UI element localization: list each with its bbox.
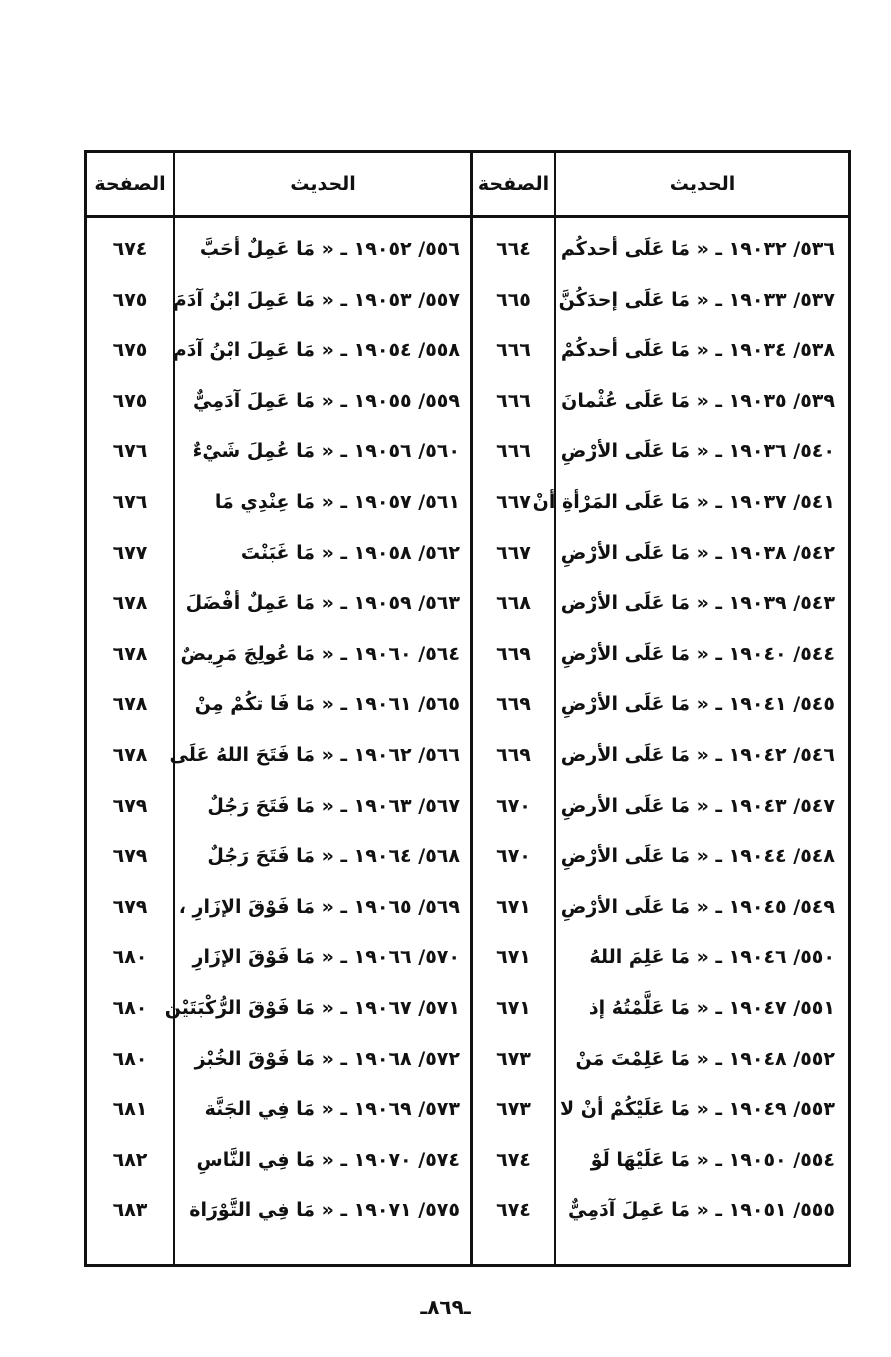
hadith-entry: ٥٦٠/ ١٩٠٥٦ ـ « مَا عُمِلَ شَيْءٌ: [192, 440, 460, 463]
page-number-cell: ٦٦٦: [496, 440, 531, 463]
hadith-entry: ٥٤١/ ١٩٠٣٧ ـ « مَا عَلَى المَرْأةِ أنْ: [532, 491, 835, 513]
page-number-cell: ٦٨٠: [112, 946, 148, 969]
hadith-entry: ٥٤٦/ ١٩٠٤٢ ـ « مَا عَلَى الأرض: [560, 744, 835, 766]
header-page-left: الصفحة: [94, 173, 166, 195]
page-number-cell: ٦٦٨: [496, 592, 531, 615]
page-number-cell: ٦٦٦: [496, 389, 531, 412]
hadith-entry: ٥٦٩/ ١٩٠٦٥ ـ « مَا فَوْقَ الإزَارِ ،: [178, 895, 460, 918]
page-number-cell: ٦٧١: [496, 946, 531, 969]
hadith-entry: ٥٥٧/ ١٩٠٥٣ ـ « مَا عَمِلَ ابْنُ آدَمَ: [172, 288, 460, 311]
page-number-cell: ٦٧٥: [112, 288, 148, 311]
page-number-cell: ٦٦٩: [496, 642, 531, 665]
column-divider-left-page: [173, 153, 175, 1264]
hadith-entry: ٥٥٣/ ١٩٠٤٩ ـ « مَا عَلَيْكُمْ أنْ لا: [559, 1098, 835, 1121]
hadith-entry: ٥٥٨/ ١٩٠٥٤ ـ « مَا عَمِلَ ابْنُ آدَم: [172, 339, 460, 362]
page-number-cell: ٦٧٨: [112, 693, 148, 716]
header-hadith-right: الحديث: [669, 173, 736, 195]
page-number-cell: ٦٧٥: [112, 389, 148, 412]
page-number-cell: ٦٧٧: [112, 541, 148, 564]
page-number-cell: ٦٧٨: [112, 642, 148, 665]
hadith-entry: ٥٧٤/ ١٩٠٧٠ ـ « مَا فِي النَّاسِ: [196, 1148, 460, 1171]
hadith-entry: ٥٧٥/ ١٩٠٧١ ـ « مَا فِي التَّوْرَاة: [189, 1199, 460, 1222]
hadith-entry: ٥٧٢/ ١٩٠٦٨ ـ « مَا فَوْقَ الخُبْز: [194, 1047, 460, 1070]
hadith-entry: ٥٣٩/ ١٩٠٣٥ ـ « مَا عَلَى عُثْمانَ: [561, 389, 835, 412]
hadith-entry: ٥٥١/ ١٩٠٤٧ ـ « مَا عَلَّمْتُهُ إذ: [588, 997, 835, 1019]
hadith-entry: ٥٤٩/ ١٩٠٤٥ ـ « مَا عَلَى الأرْضِ: [560, 895, 835, 918]
hadith-entry: ٥٦٦/ ١٩٠٦٢ ـ « مَا فَتَحَ اللهُ عَلَى: [169, 744, 460, 766]
page-number-cell: ٦٧٠: [496, 794, 531, 817]
hadith-entry: ٥٦٥/ ١٩٠٦١ ـ « مَا فَا تكُمْ مِنْ: [194, 693, 460, 716]
hadith-entry: ٥٥٩/ ١٩٠٥٥ ـ « مَا عَمِلَ آدَمِيٌّ: [192, 389, 460, 412]
page-number-cell: ٦٧١: [496, 997, 531, 1019]
hadith-entry: ٥٧٣/ ١٩٠٦٩ ـ « مَا فِي الجَنَّة: [204, 1098, 460, 1121]
page-number-cell: ٦٦٤: [496, 238, 531, 260]
page-number-cell: ٦٧٩: [112, 895, 148, 918]
page-number-cell: ٦٦٩: [496, 693, 531, 716]
hadith-entry: ٥٦٤/ ١٩٠٦٠ ـ « مَا عُولِجَ مَرِيضٌ: [180, 642, 460, 665]
header-divider: [87, 215, 848, 218]
page-number-cell: ٦٦٦: [496, 339, 531, 362]
hadith-entry: ٥٦٧/ ١٩٠٦٣ ـ « مَا فَتَحَ رَجُلٌ: [207, 794, 460, 817]
page-number-cell: ٦٨١: [112, 1098, 148, 1121]
hadith-entry: ٥٥٦/ ١٩٠٥٢ ـ « مَا عَمِلٌ أحَبَّ: [199, 238, 460, 260]
page-number-cell: ٦٧٣: [496, 1098, 531, 1121]
hadith-entry: ٥٤٧/ ١٩٠٤٣ ـ « مَا عَلَى الأرضِ: [560, 794, 835, 817]
page-number-cell: ٦٦٥: [496, 288, 531, 311]
page-number-cell: ٦٧٨: [112, 592, 148, 615]
hadith-entry: ٥٦٢/ ١٩٠٥٨ ـ « مَا غَبَنْتَ: [240, 541, 460, 564]
page-number-cell: ٦٧٦: [112, 491, 148, 513]
hadith-entry: ٥٥٤/ ١٩٠٥٠ ـ « مَا عَلَيْهَا لَوْ: [590, 1148, 835, 1171]
page-number-cell: ٦٦٧: [496, 541, 531, 564]
page-number-cell: ٦٨٠: [112, 1047, 148, 1070]
hadith-entry: ٥٦١/ ١٩٠٥٧ ـ « مَا عِنْدِي مَا: [214, 491, 460, 513]
page-number-cell: ٦٧٩: [112, 794, 148, 817]
page-number-cell: ٦٧٨: [112, 744, 148, 766]
page-number-cell: ٦٧٤: [496, 1199, 531, 1222]
hadith-entry: ٥٤٢/ ١٩٠٣٨ ـ « مَا عَلَى الأرْضِ: [560, 541, 835, 564]
hadith-entry: ٥٥٢/ ١٩٠٤٨ ـ « مَا عَلِمْتَ مَنْ: [575, 1047, 835, 1070]
hadith-entry: ٥٤٥/ ١٩٠٤١ ـ « مَا عَلَى الأرْضِ: [560, 693, 835, 716]
page-number-cell: ٦٨٠: [112, 997, 148, 1019]
page-number-cell: ٦٧٠: [496, 845, 531, 868]
page-number-cell: ٦٧٦: [112, 440, 148, 463]
hadith-entry: ٥٤٣/ ١٩٠٣٩ ـ « مَا عَلَى الأرْض: [560, 592, 835, 615]
hadith-entry: ٥٤٠/ ١٩٠٣٦ ـ « مَا عَلَى الأرْضِ: [560, 440, 835, 463]
hadith-entry: ٥٥٥/ ١٩٠٥١ ـ « مَا عَمِلَ آدَمِيٌّ: [567, 1199, 835, 1222]
header-page-right: الصفحة: [477, 173, 550, 195]
hadith-entry: ٥٣٧/ ١٩٠٣٣ ـ « مَا عَلَى إحدَكُنَّ: [558, 288, 835, 311]
page-number-cell: ٦٦٧: [496, 491, 531, 513]
page-number-cell: ٦٧٥: [112, 339, 148, 362]
hadith-entry: ٥٥٠/ ١٩٠٤٦ ـ « مَا عَلِمَ اللهُ: [589, 946, 835, 969]
page-number-cell: ٦٨٢: [112, 1148, 148, 1171]
hadith-entry: ٥٤٤/ ١٩٠٤٠ ـ « مَا عَلَى الأرْضِ: [560, 642, 835, 665]
hadith-entry: ٥٣٨/ ١٩٠٣٤ ـ « مَا عَلَى أحدكُمْ: [560, 339, 835, 362]
page-number-cell: ٦٧١: [496, 895, 531, 918]
hadith-entry: ٥٧٠/ ١٩٠٦٦ ـ « مَا فَوْقَ الإزَارِ: [192, 946, 460, 969]
hadith-entry: ٥٦٣/ ١٩٠٥٩ ـ « مَا عَمِلٌ أفْضَلَ: [185, 592, 460, 615]
page-number-cell: ٦٧٤: [496, 1148, 531, 1171]
page-number-cell: ٦٧٤: [112, 238, 148, 260]
page-number-cell: ٦٧٩: [112, 845, 148, 868]
page-number-cell: ٦٦٩: [496, 744, 531, 766]
page-number-cell: ٦٨٣: [112, 1199, 148, 1222]
header-hadith-left: الحديث: [290, 173, 356, 195]
hadith-entry: ٥٤٨/ ١٩٠٤٤ ـ « مَا عَلَى الأرْضِ: [560, 845, 835, 868]
column-divider-right-page: [554, 153, 556, 1264]
index-table: [84, 150, 851, 1267]
hadith-entry: ٥٣٦/ ١٩٠٣٢ ـ « مَا عَلَى أحدكُم: [560, 238, 835, 260]
hadith-entry: ٥٦٨/ ١٩٠٦٤ ـ « مَا فَتَحَ رَجُلٌ: [207, 845, 460, 868]
page-number: ـ٨٦٩ـ: [420, 1295, 471, 1319]
hadith-entry: ٥٧١/ ١٩٠٦٧ ـ « مَا فَوْقَ الرُّكْبَتَيْن: [164, 997, 460, 1019]
page-number-cell: ٦٧٣: [496, 1047, 531, 1070]
